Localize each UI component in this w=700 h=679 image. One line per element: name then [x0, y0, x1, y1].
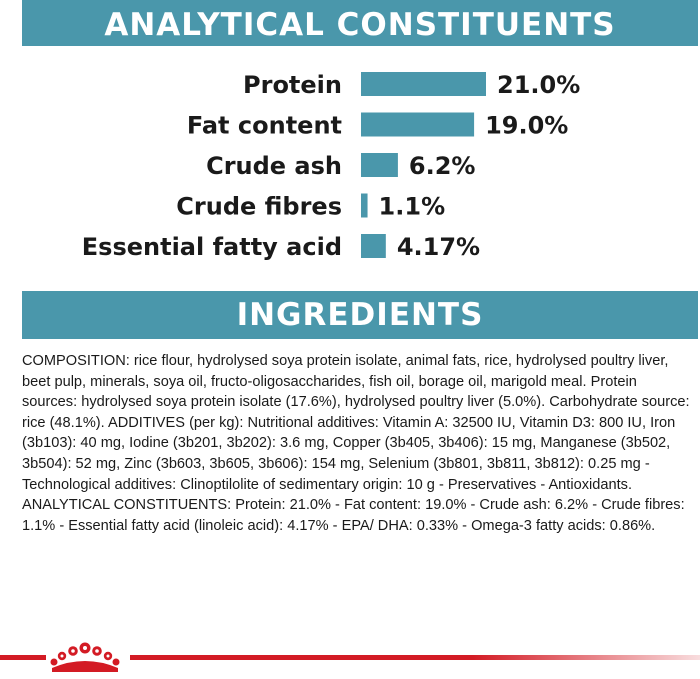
bar [361, 194, 368, 218]
ingredients-text: COMPOSITION: rice flour, hydrolysed soya protein isolate, animal fats, rice, hydrolysed poultry liver, beet pulp, minerals, soya oil, fructo-oligosaccharides, fish oil, borage oil, marigold meal. Protein sources: hydrolysed soya protein isolate (17.6%), hydrolysed poultry liver (5.0%). Carbohydrate source: rice (48.1%). ADDITIVES (per kg): Nutritional additives: Vitamin A: 32500 IU, Vitamin D3: 800 IU, Iron (3b103): 40 mg, Iodine (3b201, 3b202): 3.6 mg, Copper (3b405, 3b406): 15 mg, Manganese (3b502, 3b504): 52 mg, Zinc (3b603, 3b605, 3b606): 154 mg, Selenium (3b801, 3b811, 3b812): 0.25 mg - Technological additives: Clinoptilolite of sedimentary origin: 10 g - Preservatives - Antioxidants. ANALYTICAL CONSTITUENTS: Protein: 21.0% - Fat content: 19.0% - Crude ash: 6.2% - Crude fibres: 1.1% - Essential fatty acid (linoleic acid): 4.17% - EPA/ DHA: 0.33% - Omega-3 fatty acids: 0.86%. [22, 353, 690, 534]
analytical-constituents-title: ANALYTICAL CONSTITUENTS [104, 7, 616, 43]
crown-icon [42, 642, 128, 672]
category-label: Crude ash [206, 152, 342, 180]
value-label: 21.0% [497, 71, 581, 99]
category-label: Crude fibres [176, 192, 342, 221]
category-label: Essential fatty acid [81, 233, 342, 261]
ingredients-title: INGREDIENTS [236, 297, 484, 333]
category-label: Fat content [186, 111, 342, 140]
value-label: 6.2% [408, 152, 476, 180]
bar [361, 153, 398, 177]
footer-red-line-left [0, 655, 46, 660]
bar [361, 113, 474, 137]
footer-red-line [130, 655, 700, 660]
value-label: 19.0% [485, 111, 569, 140]
value-label: 1.1% [378, 192, 446, 221]
ingredients-banner [22, 291, 698, 339]
bar [361, 234, 386, 258]
analytical-constituents-banner [22, 0, 698, 46]
bar [361, 72, 486, 96]
value-label: 4.17% [396, 233, 481, 261]
analytical-constituents-chart [0, 56, 700, 276]
category-label: Protein [243, 71, 342, 99]
